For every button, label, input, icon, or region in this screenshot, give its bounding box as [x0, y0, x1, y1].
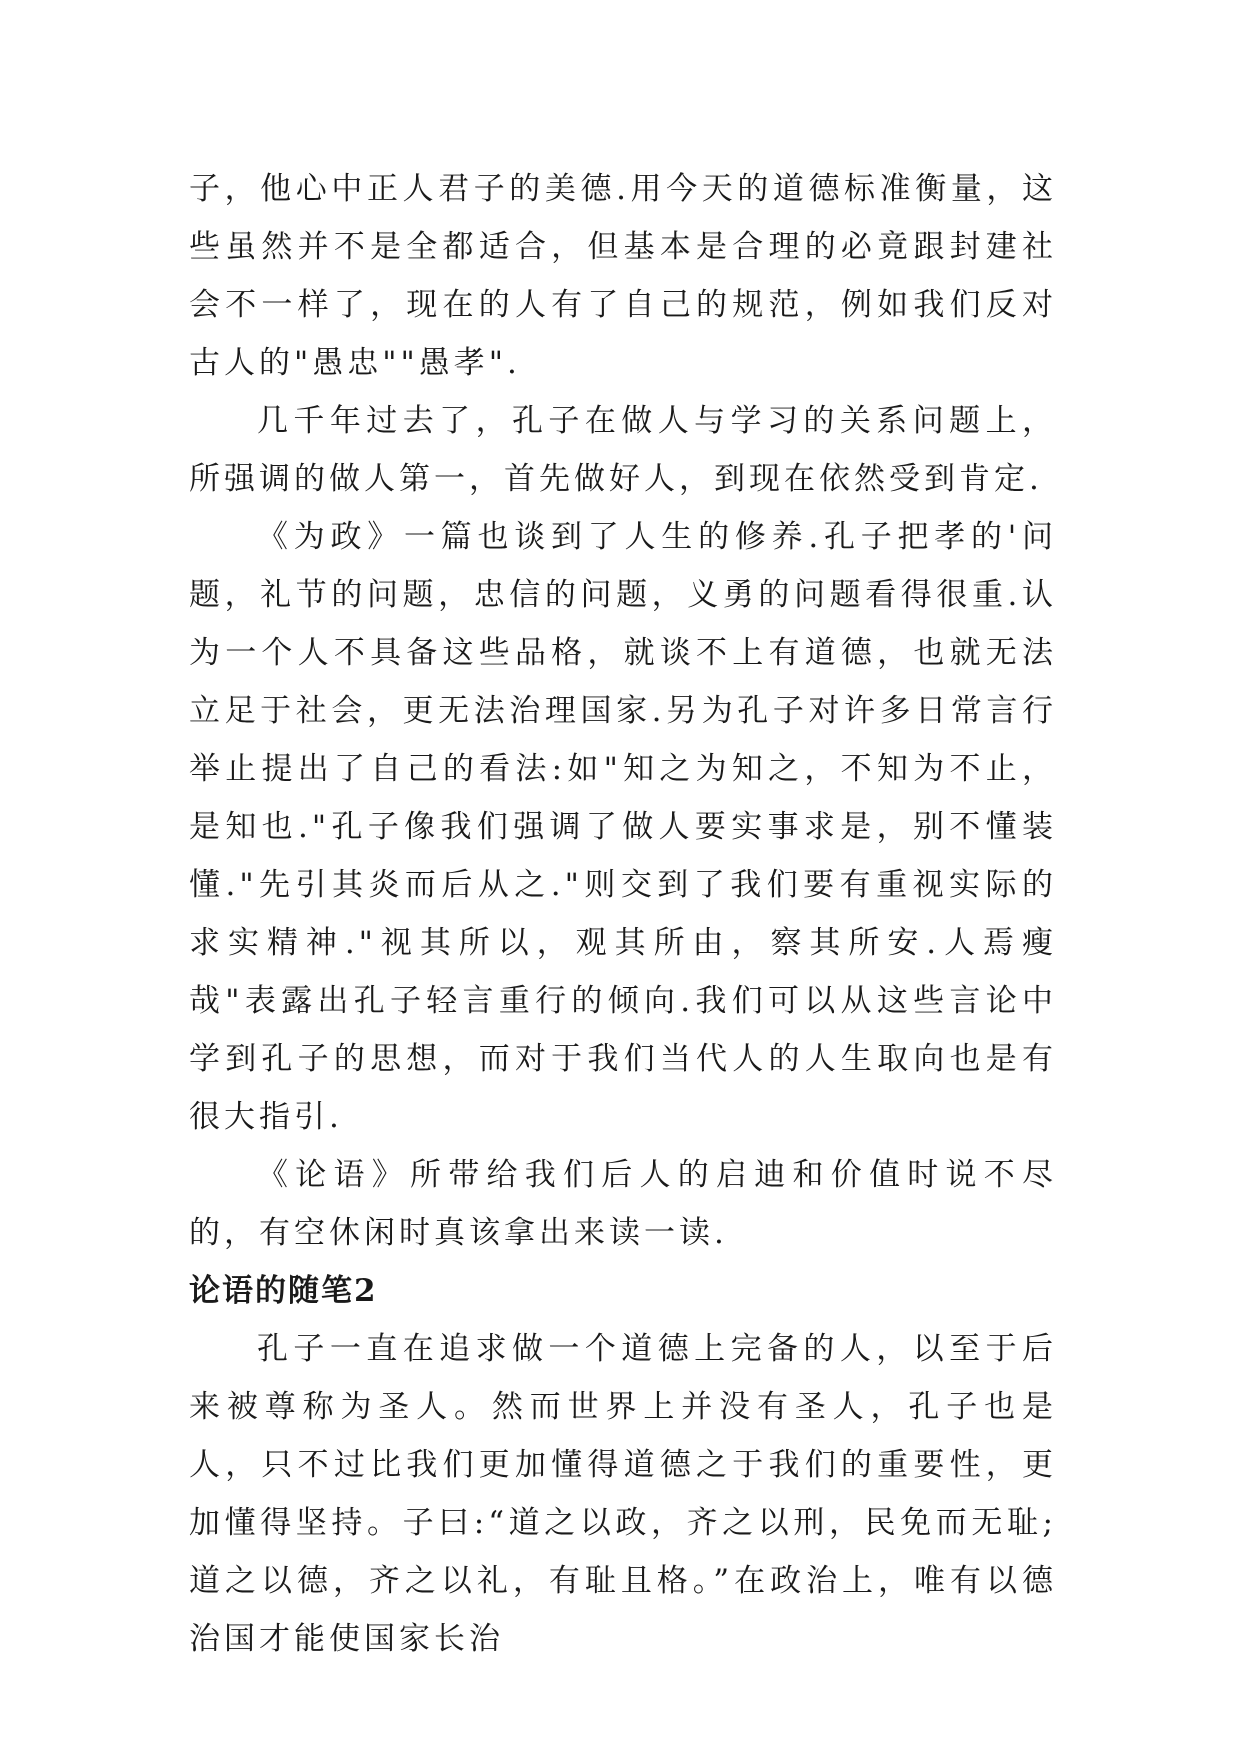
paragraph-3: 《为政》一篇也谈到了人生的修养.孔子把孝的'问题，礼节的问题，忠信的问题，义勇的问题看得很重.认为一个人不具备这些品格，就谈不上有道德，也就无法立足于社会，更无法治理国家.另为孔子对许多日常言行举止提出了自己的看法:如"知之为知之，不知为不止，是知也."孔子像我们强调了做人要实事求是，别不懂装懂."先引其炎而后从之."则交到了我们要有重视实际的求实精神."视其所以，观其所由，察其所安.人焉瘦哉"表露出孔子轻言重行的倾向.我们可以从这些言论中学到孔子的思想，而对于我们当代人的人生取向也是有很大指引. — [189, 519, 1057, 1135]
section-heading: 论语的随笔2 — [189, 1273, 378, 1309]
paragraph-2: 几千年过去了，孔子在做人与学习的关系问题上，所强调的做人第一，首先做好人，到现在依然受到肯定. — [189, 403, 1057, 497]
section-paragraph-1: 孔子一直在追求做一个道德上完备的人，以至于后来被尊称为圣人。然而世界上并没有圣人，孔子也是人，只不过比我们更加懂得道德之于我们的重要性，更加懂得坚持。子曰:“道之以政，齐之以刑，民免而无耻;道之以德，齐之以礼，有耻且格。”在政治上，唯有以德治国才能使国家长治 — [189, 1331, 1057, 1657]
document-page — [189, 160, 1057, 1668]
paragraph-4: 《论语》所带给我们后人的启迪和价值时说不尽的，有空休闲时真该拿出来读一读. — [189, 1157, 1057, 1251]
paragraph-1: 子，他心中正人君子的美德.用今天的道德标准衡量，这些虽然并不是全都适合，但基本是合理的必竟跟封建社会不一样了，现在的人有了自己的规范，例如我们反对古人的"愚忠""愚孝". — [189, 171, 1057, 381]
